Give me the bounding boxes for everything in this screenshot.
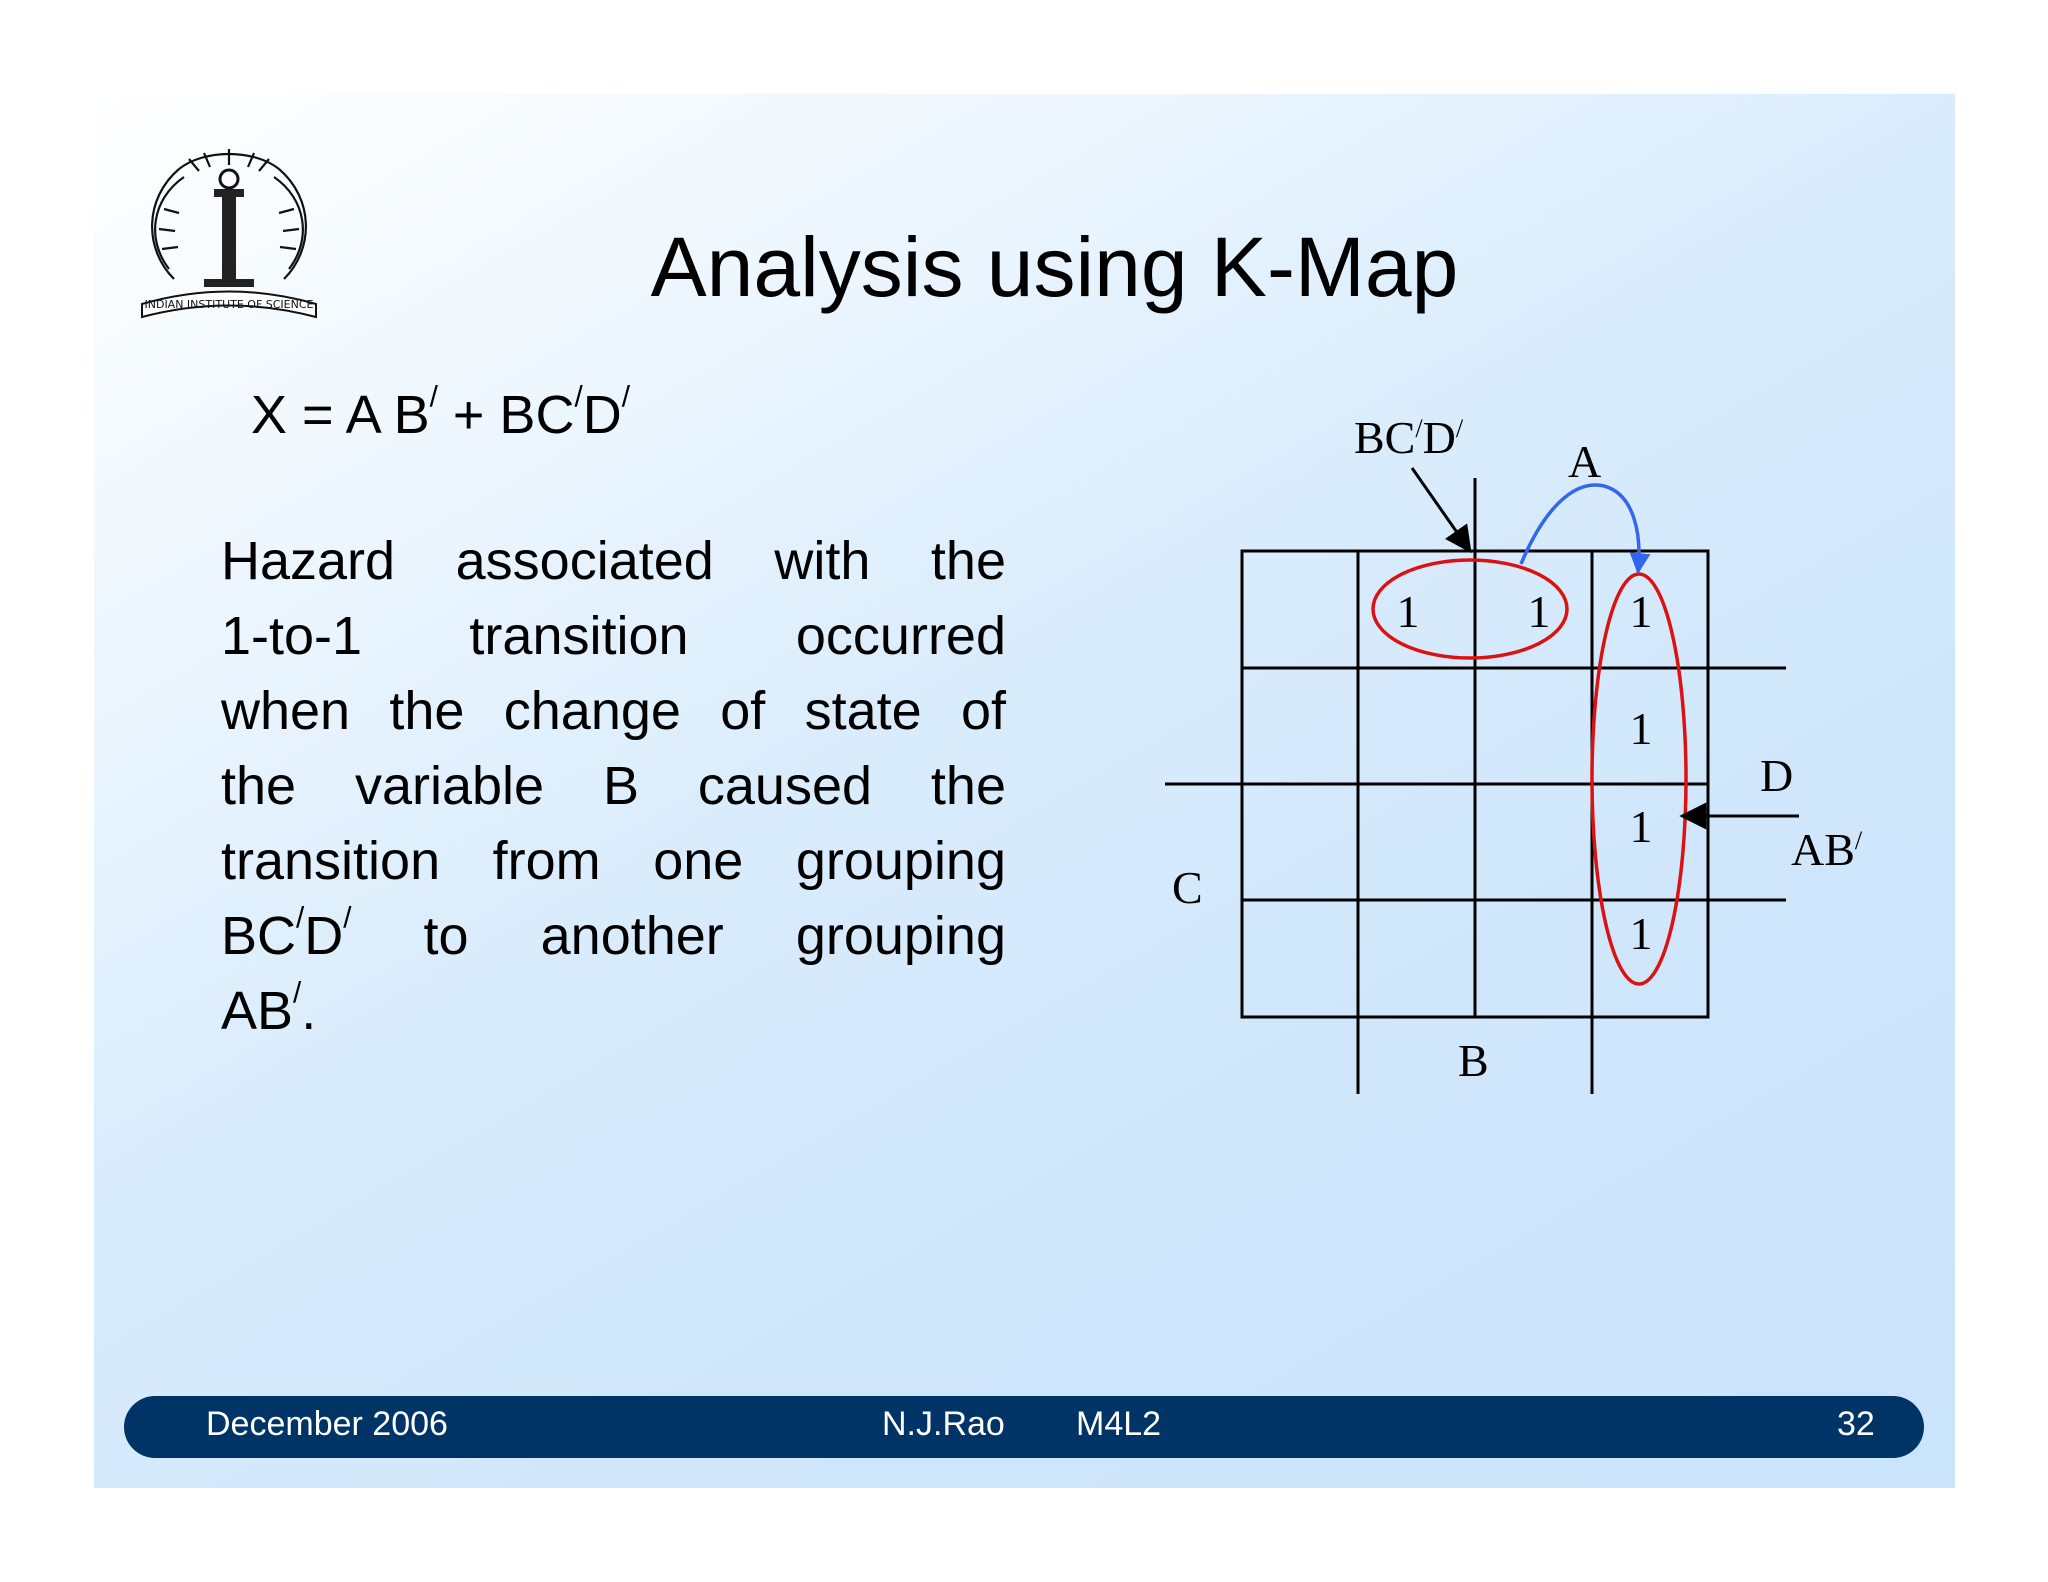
body-line: BC/D/ to another grouping [221,901,1006,966]
slide-title: Analysis using K-Map [650,220,1459,314]
body-line: the variable B caused the [221,756,1006,816]
kmap-cell-value: 1 [1527,586,1551,637]
label-d: D [1760,750,1794,801]
kmap-cell-value: 1 [1629,908,1653,959]
body-line: transition from one grouping [221,831,1006,891]
slide [94,94,1955,1488]
label-bcd: BC/D/ [1354,412,1464,463]
kmap-grid [1165,478,1786,1094]
body-line: AB/. [221,976,317,1041]
label-ab: AB/ [1791,824,1863,875]
label-b: B [1458,1035,1489,1086]
body-line: 1-to-1 transition occurred [221,606,1006,666]
kmap-cell-value: 1 [1629,703,1653,754]
footer-module: M4L2 [1076,1405,1162,1443]
kmap-cell-value: 1 [1629,801,1653,852]
body-line: when the change of state of [221,681,1006,741]
karnaugh-map [94,94,1955,1488]
equation: X = A B/ + BC/D/ [251,380,630,445]
body-line: Hazard associated with the [221,531,1006,591]
footer-date: December 2006 [206,1405,448,1443]
footer-bar [124,1396,1924,1458]
logo-text: INDIAN INSTITUTE OF SCIENCE [144,298,314,311]
label-c: C [1172,862,1203,913]
bcd-arrow [1412,468,1470,551]
label-a: A [1568,436,1602,487]
kmap-cell-value: 1 [1396,586,1420,637]
transition-arrow [1521,485,1639,572]
footer-page-number: 32 [1837,1405,1875,1443]
kmap-cell-value: 1 [1629,586,1653,637]
footer-author: N.J.Rao [882,1405,1005,1443]
